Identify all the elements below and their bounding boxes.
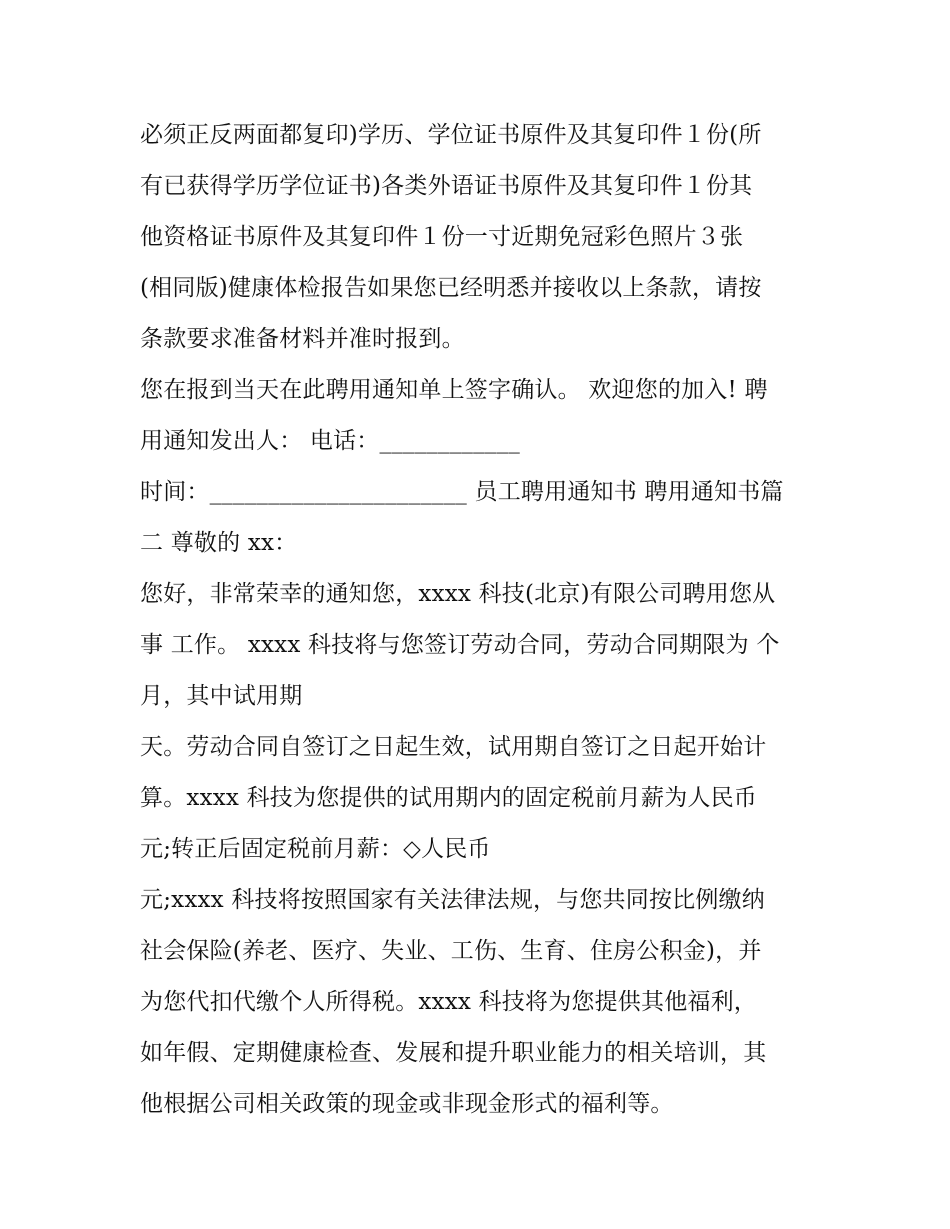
text-line: 他根据公司相关政策的现金或非现金形式的福利等。 — [140, 1091, 674, 1117]
text-line: 用通知发出人： 电话：____________ — [140, 428, 520, 454]
text-line: 如年假、定期健康检查、发展和提升职业能力的相关培训，其 — [140, 1040, 767, 1066]
text-line: 必须正反两面都复印)学历、学位证书原件及其复印件１份(所 — [140, 122, 762, 148]
text-line: 算。xxxx 科技为您提供的试用期内的固定税前月薪为人民币 — [140, 785, 757, 811]
text-line: 月，其中试用期 — [140, 683, 303, 709]
text-line: 您在报到当天在此聘用通知单上签字确认。 欢迎您的加入! 聘 — [140, 377, 768, 403]
text-line: 他资格证书原件及其复印件１份一寸近期免冠彩色照片３张 — [140, 224, 744, 250]
text-line: 天。劳动合同自签订之日起生效，试用期自签订之日起开始计 — [140, 734, 767, 760]
text-line: 您好，非常荣幸的通知您，xxxx 科技(北京)有限公司聘用您从 — [140, 581, 776, 607]
text-line: (相同版)健康体检报告如果您已经明悉并接收以上条款，请按 — [140, 275, 762, 301]
text-line: 条款要求准备材料并准时报到。 — [140, 326, 465, 352]
document-body — [140, 110, 820, 1130]
text-line: 时间：______________________ 员工聘用通知书 聘用通知书篇 — [140, 479, 784, 505]
text-line: 元;xxxx 科技将按照国家有关法律法规，与您共同按比例缴纳 — [140, 887, 765, 913]
text-line: 事 工作。 xxxx 科技将与您签订劳动合同，劳动合同期限为 个 — [140, 632, 780, 658]
text-line: 为您代扣代缴个人所得税。xxxx 科技将为您提供其他福利， — [140, 989, 757, 1015]
text-line: 有已获得学历学位证书)各类外语证书原件及其复印件１份其 — [140, 173, 753, 199]
text-line: 元;转正后固定税前月薪：◇人民币 — [140, 836, 491, 862]
text-line: 社会保险(养老、医疗、失业、工伤、生育、住房公积金)，并 — [140, 938, 762, 964]
text-line: 二 尊敬的 xx： — [140, 530, 298, 556]
